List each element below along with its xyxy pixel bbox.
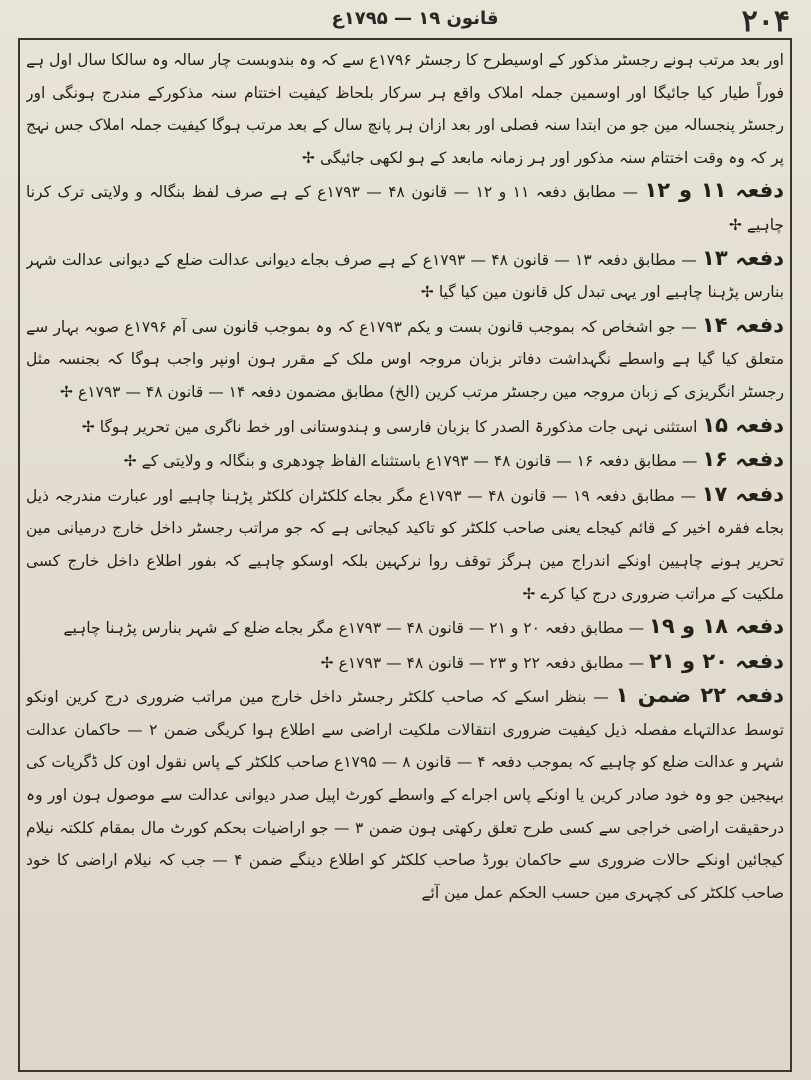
section-text: — جو اشخاص کہ بموجب قانون بست و یکم ۱۷۹۳ع کہ وہ بموجب قانون سی آم ۱۷۹۶ع صوبہ بہار سے متعلق کیا گیا ہے واسطے نگہداشت دفاتر بزبان مروجہ اوس ملک کے مقرر ہون اونپر واجب ہوگا کہ بجنسہ مثل رجسٹر انگریزی کے زبان مروجہ مین رجسٹر مرتب کرین (الخ) مطابق مضمون دفعہ ۱۴ — قانون ۴۸ — ۱۷۹۳ع ✢ [26,317,784,401]
section-18-19 [26,610,784,645]
section-22 [26,679,784,909]
section-13 [26,242,784,309]
paragraph-intro [26,44,784,174]
page-header [0,0,811,40]
running-head: قانون ۱۹ — ۱۷۹۵ع [331,8,499,29]
section-text: — مطابق دفعہ ۱۱ و ۱۲ — قانون ۴۸ — ۱۷۹۳ع کے ہے صرف لفظ بنگالہ و ولایتی ترک کرنا چاہیے ✢ [26,183,784,234]
section-text: — مطابق دفعہ ۱۹ — قانون ۴۸ — ۱۷۹۳ع مگر بجاے کلکٹران کلکٹر پڑہنا چاہیے اور عبارت مندرجہ ذیل بجاے فقرہ اخیر کے قائم کیجاے یعنی صاحب کلکٹر کو تاکید کیجاتی ہے کہ جو مراتب رجسٹر داخل خارج درمیانی مین تحریر ہونے چاہیین اونکے اندراج مین ہرگز توقف روا نرکہین بلکہ اوسکو چاہیے کہ بفور اطلاع داخل خارج کسی ملکیت کے مراتب ضروری درج کیا کرے ✢ [26,486,784,603]
body-text [26,44,784,1068]
section-label: دفعہ ۱۶ [702,447,784,472]
section-16 [26,443,784,478]
section-14 [26,309,784,409]
section-text: استثنی نہی جات مذکورۃ الصدر کا بزبان فارسی و ہندوستانی اور خط ناگری مین تحریر ہوگا ✢ [81,417,698,436]
section-label: دفعہ ۲۰ و ۲۱ [649,648,784,673]
section-label: دفعہ ۱۷ [701,481,784,506]
section-text: — مطابق دفعہ ۲۰ و ۲۱ — قانون ۴۸ — ۱۷۹۳ع مگر بجاے ضلع کے شہر بنارس پڑہنا چاہیے [63,619,645,638]
section-label: دفعہ ۱۱ و ۱۲ [644,178,784,203]
section-11-12 [26,174,784,241]
section-label: دفعہ ۱۸ و ۱۹ [649,614,784,639]
section-text: — مطابق دفعہ ۱۳ — قانون ۴۸ — ۱۷۹۳ع کے ہے صرف بجاے دیوانی عدالت ضلع کے دیوانی عدالت شہر بنارس پڑہنا چاہیے اور یہی تبدل کل قانون مین کیا گیا ✢ [26,250,784,302]
paragraph-text: اور بعد مرتب ہونے رجسٹر مذکور کے اوسیطرح کا رجسٹر ۱۷۹۶ع سے کہ وہ بندوبست چار سالہ وہ سالکا سال اول ہے فوراً طیار کیا جائیگا اور اوسمین جملہ املاک واقع ہر سرکار بلحاظ کیفیت اختتام سنہ مذکورکے مندرج ہونگی اور رجسٹر پنجسالہ مین جو من ابتدا سنہ فصلی اور بعد ازان ہر پانچ سال کے بعد مرتب ہوگا کیفیت جملہ املاک جس نہج پر کہ وہ وقت اختتام سنہ مذکور اور ہر زمانہ مابعد کے ہو لکھی جائیگی ✢ [26,51,784,167]
section-15 [26,409,784,444]
section-label: دفعہ ۲۲ ضمن ۱ [615,683,784,708]
section-text: — مطابق دفعہ ۲۲ و ۲۳ — قانون ۴۸ — ۱۷۹۳ع ✢ [320,653,645,672]
section-text: — بنظر اسکے کہ صاحب کلکٹر رجسٹر داخل خارج مین مراتب ضروری درج کرین اونکو توسط عدالتہاے مفصلہ ذیل کیفیت ضروری انتقالات ملکیت اراضی سے اطلاع ہوا کریگی ضمن ۲ — حاکمان عدالت شہر و عدالت ضلع کو چاہیے کہ بموجب دفعہ ۴ — قانون ۸ — ۱۷۹۵ع صاحب کلکٹر کے پاس نقول اون کل ڈگریات کی بہیجین جو وہ خود صادر کرین یا اونکے پاس اجراے کے واسطے کورٹ اپیل صدر دیوانی عدالت سے موصول ہون اور وہ درحقیقت اراضی خراجی سے کسی طرح تعلق رکھتی ہون ضمن ۳ — جو اراضیات بحکم کورٹ مال بمقام کلکتہ نیلام کیجائین اونکے حالات ضروری سے حاکمان بورڈ صاحب کلکٹر کو اطلاع دینگے ضمن ۴ — جب کہ نیلام اراضی کا خود صاحب کلکٹر کی کچہری مین حسب الحکم عمل مین آئے [26,688,784,902]
section-text: — مطابق دفعہ ۱۶ — قانون ۴۸ — ۱۷۹۳ع باستثناے الفاظ چودھری و بنگالہ و ولایتی کے ✢ [123,452,698,471]
section-17 [26,478,784,610]
page-number: ۲۰۴ [741,4,790,39]
section-20-21 [26,645,784,680]
section-label: دفعہ ۱۴ [701,312,784,337]
section-label: دفعہ ۱۳ [702,245,784,270]
section-label: دفعہ ۱۵ [702,412,784,437]
